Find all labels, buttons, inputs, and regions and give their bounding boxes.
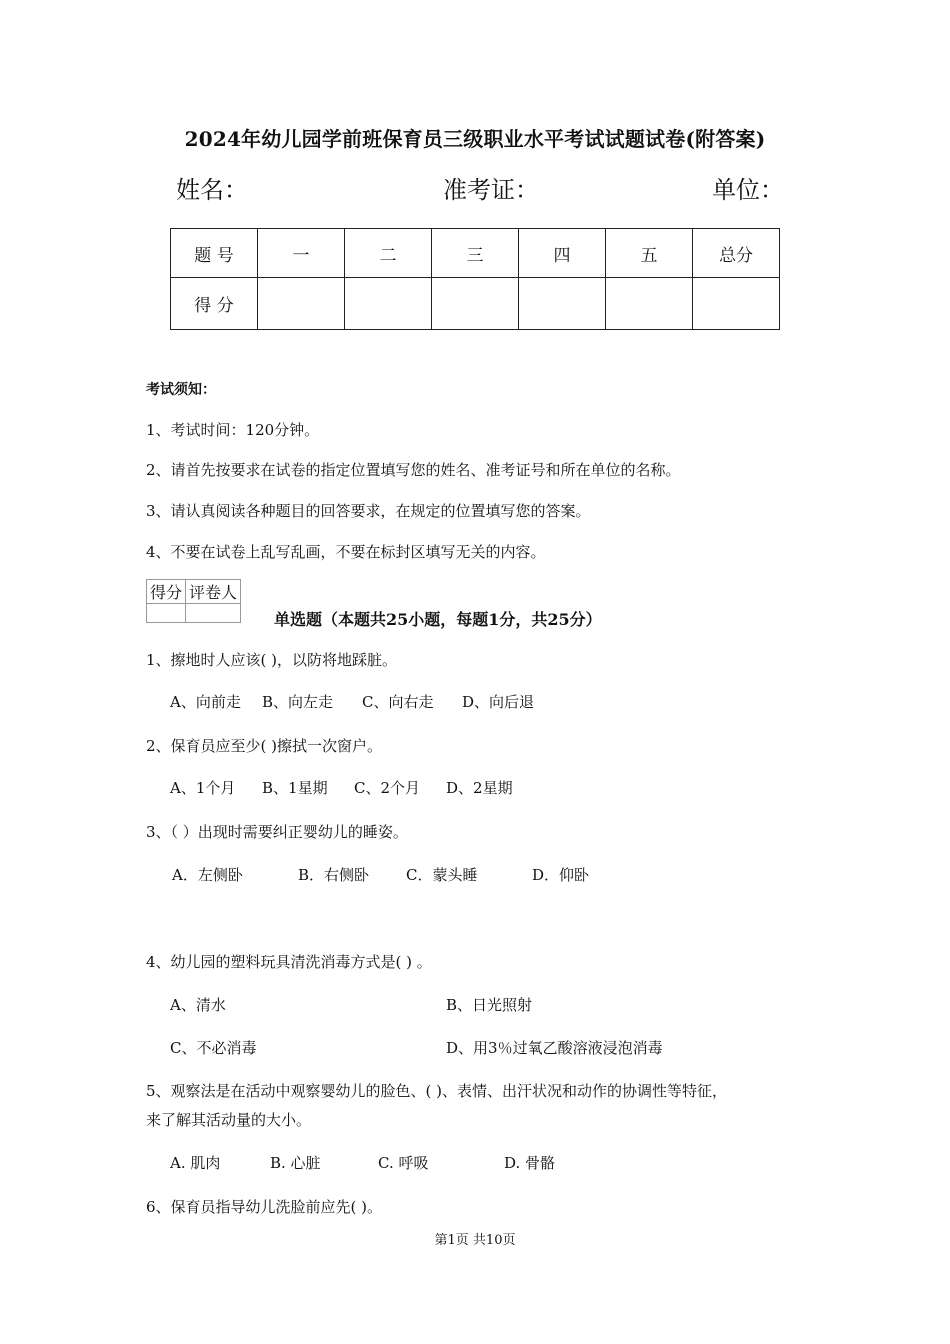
grader-box [146,579,241,623]
answer-option[interactable]: C. 呼吸 [378,1154,429,1172]
score-table-header-row [171,229,780,278]
answer-option[interactable]: B、日光照射 [446,996,533,1014]
answer-option[interactable]: C．蒙头睡 [406,866,478,884]
question-stem: 1、擦地时人应该( )，以防将地踩脏。 [146,651,398,669]
answer-option[interactable]: B．右侧卧 [298,866,370,884]
answer-option[interactable]: A、向前走 [170,693,241,711]
score-input-cell[interactable] [606,278,693,330]
question-stem: 2、保育员应至少( )擦拭一次窗户。 [146,737,383,755]
answer-option[interactable]: B、向左走 [262,693,334,711]
score-table [170,228,780,330]
score-input-cell[interactable] [258,278,345,330]
score-input-cell[interactable] [693,278,780,330]
grader-name-label: 评卷人 [186,580,241,604]
score-header-cell: 一 [258,229,345,278]
answer-option[interactable]: A．左侧卧 [172,866,243,884]
grader-score-cell[interactable] [147,604,186,623]
answer-option[interactable]: C、不必消毒 [170,1039,257,1057]
grader-score-label: 得分 [147,580,186,604]
score-table-score-row [171,278,780,330]
score-header-cell: 题 号 [171,229,258,278]
score-input-cell[interactable] [345,278,432,330]
answer-option[interactable]: D. 骨骼 [504,1154,556,1172]
question-stem-continued: 来了解其活动量的大小。 [146,1111,312,1129]
score-input-cell[interactable] [519,278,606,330]
question-stem: 5、观察法是在活动中观察婴幼儿的脸色、( )、表情、出汗状况和动作的协调性等特征， [146,1082,728,1100]
notice-title: 考试须知： [146,382,216,398]
question-stem: 3、（ ）出现时需要纠正婴幼儿的睡姿。 [146,823,408,841]
answer-option[interactable]: D、2星期 [446,779,513,797]
notice-item: 2、请首先按要求在试卷的指定位置填写您的姓名、准考证号和所在单位的名称。 [146,461,681,479]
grader-name-cell[interactable] [186,604,241,623]
unit-field-label: 单位： [712,176,784,204]
notice-item: 4、不要在试卷上乱写乱画，不要在标封区填写无关的内容。 [146,543,546,561]
answer-option[interactable]: D、向后退 [462,693,535,711]
score-input-cell[interactable] [432,278,519,330]
answer-option[interactable]: B. 心脏 [270,1154,321,1172]
answer-option[interactable]: C、2个月 [354,779,421,797]
score-header-cell: 五 [606,229,693,278]
document-title: 2024年幼儿园学前班保育员三级职业水平考试试题试卷(附答案) [184,127,766,151]
section-title: 单选题（本题共25小题，每题1分，共25分） [274,610,602,629]
score-header-cell: 二 [345,229,432,278]
answer-option[interactable]: B、1星期 [262,779,328,797]
score-row-label: 得 分 [171,278,258,330]
score-header-cell: 四 [519,229,606,278]
score-header-cell: 三 [432,229,519,278]
answer-option[interactable]: D、用3％过氧乙酸溶液浸泡消毒 [446,1039,663,1057]
score-header-cell: 总分 [693,229,780,278]
question-stem: 4、幼儿园的塑料玩具清洗消毒方式是( ) 。 [146,953,432,971]
question-stem: 6、保育员指导幼儿洗脸前应先( )。 [146,1198,383,1216]
notice-item: 1、考试时间：120分钟。 [146,421,320,439]
name-field-label: 姓名： [176,176,248,204]
notice-item: 3、请认真阅读各种题目的回答要求，在规定的位置填写您的答案。 [146,502,591,520]
answer-option[interactable]: A. 肌肉 [170,1154,221,1172]
page-footer: 第1页 共10页 [434,1233,516,1248]
answer-option[interactable]: A、1个月 [170,779,236,797]
answer-option[interactable]: D．仰卧 [532,866,590,884]
answer-option[interactable]: C、向右走 [362,693,434,711]
answer-option[interactable]: A、清水 [170,996,226,1014]
ticket-field-label: 准考证： [443,176,539,204]
